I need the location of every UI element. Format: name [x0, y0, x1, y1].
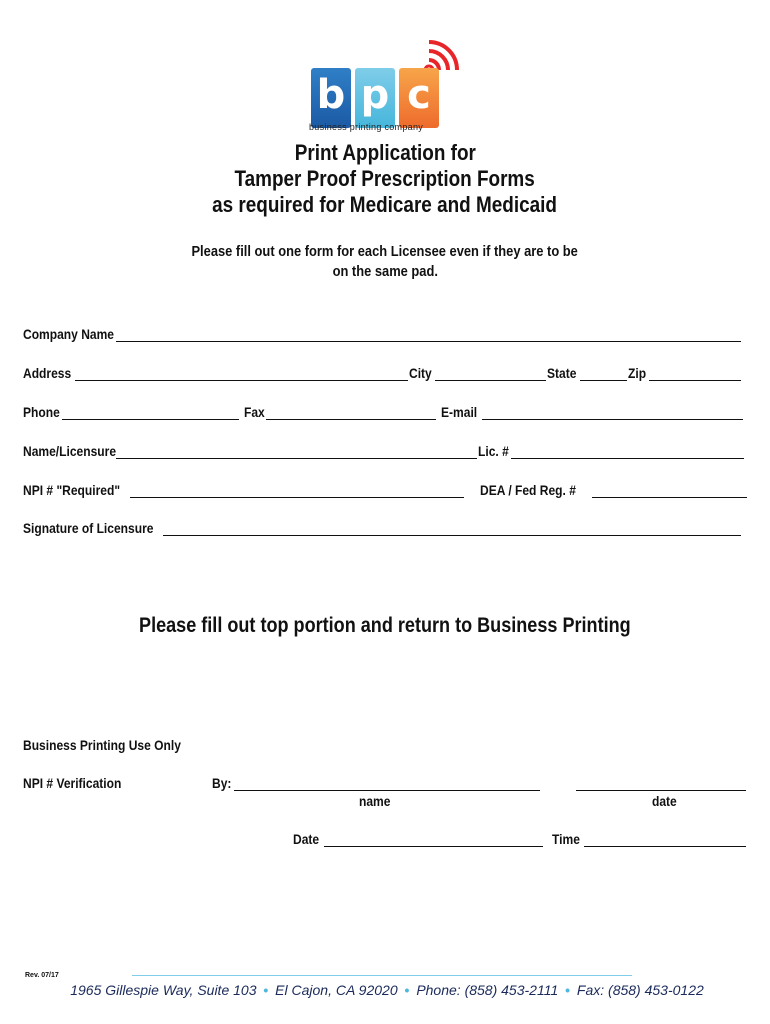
- fax-label: Fax: [244, 404, 265, 420]
- return-notice: Please fill out top portion and return to Business Printing: [139, 614, 631, 637]
- footer-rule: [132, 975, 632, 976]
- name-licensure-label: Name/Licensure: [23, 443, 117, 459]
- title-line-1: Print Application for: [294, 140, 476, 165]
- footer-city: El Cajon, CA 92020: [275, 982, 398, 998]
- time-label: Time: [552, 831, 580, 847]
- zip-label: Zip: [628, 365, 647, 381]
- instructions-line-1: Please fill out one form for each Licensee even if they are to be: [191, 243, 579, 260]
- footer-separator: •: [404, 982, 410, 998]
- name-licensure-field[interactable]: [116, 458, 477, 459]
- dea-field[interactable]: [592, 497, 747, 498]
- name-caption: name: [359, 793, 391, 809]
- state-label: State: [547, 365, 577, 381]
- lic-number-field[interactable]: [511, 458, 744, 459]
- logo-tile-p: p: [355, 68, 395, 128]
- logo-tile-c: c: [399, 68, 439, 128]
- verification-date-field[interactable]: [576, 790, 746, 791]
- email-field[interactable]: [482, 419, 743, 420]
- title-line-3: as required for Medicare and Medicaid: [212, 192, 558, 217]
- bpc-logo: [305, 38, 465, 138]
- office-use-heading: Business Printing Use Only: [23, 737, 181, 753]
- date-label: Date: [293, 831, 320, 847]
- by-name-field[interactable]: [234, 790, 540, 791]
- npi-label: NPI # "Required": [23, 482, 121, 498]
- signature-label: Signature of Licensure: [23, 520, 154, 536]
- revision-note: Rev. 07/17: [25, 972, 59, 979]
- email-label: E-mail: [441, 404, 478, 420]
- city-label: City: [409, 365, 432, 381]
- lic-number-label: Lic. #: [478, 443, 509, 459]
- logo-tile-b: b: [311, 68, 351, 128]
- footer-separator: •: [565, 982, 571, 998]
- footer-separator: •: [263, 982, 269, 998]
- dea-label: DEA / Fed Reg. #: [480, 482, 576, 498]
- company-name-label: Company Name: [23, 326, 114, 342]
- instructions-line-2: on the same pad.: [332, 263, 438, 280]
- signature-field[interactable]: [163, 535, 741, 536]
- title-line-2: Tamper Proof Prescription Forms: [234, 166, 536, 191]
- address-field[interactable]: [75, 380, 408, 381]
- phone-field[interactable]: [62, 419, 239, 420]
- fax-field[interactable]: [266, 419, 436, 420]
- time-field[interactable]: [584, 846, 746, 847]
- zip-field[interactable]: [649, 380, 741, 381]
- npi-field[interactable]: [130, 497, 464, 498]
- date-field[interactable]: [324, 846, 543, 847]
- npi-verification-label: NPI # Verification: [23, 775, 122, 791]
- footer-phone: Phone: (858) 453-2111: [416, 982, 559, 998]
- date-caption: date: [652, 793, 677, 809]
- footer-contact: [62, 982, 712, 998]
- phone-label: Phone: [23, 404, 60, 420]
- address-label: Address: [23, 365, 72, 381]
- footer-fax: Fax: (858) 453-0122: [576, 982, 704, 998]
- by-label: By:: [212, 775, 232, 791]
- footer-address: 1965 Gillespie Way, Suite 103: [70, 982, 257, 998]
- city-field[interactable]: [435, 380, 546, 381]
- company-name-field[interactable]: [116, 341, 741, 342]
- state-field[interactable]: [580, 380, 627, 381]
- logo-tagline: business printing company: [309, 122, 424, 132]
